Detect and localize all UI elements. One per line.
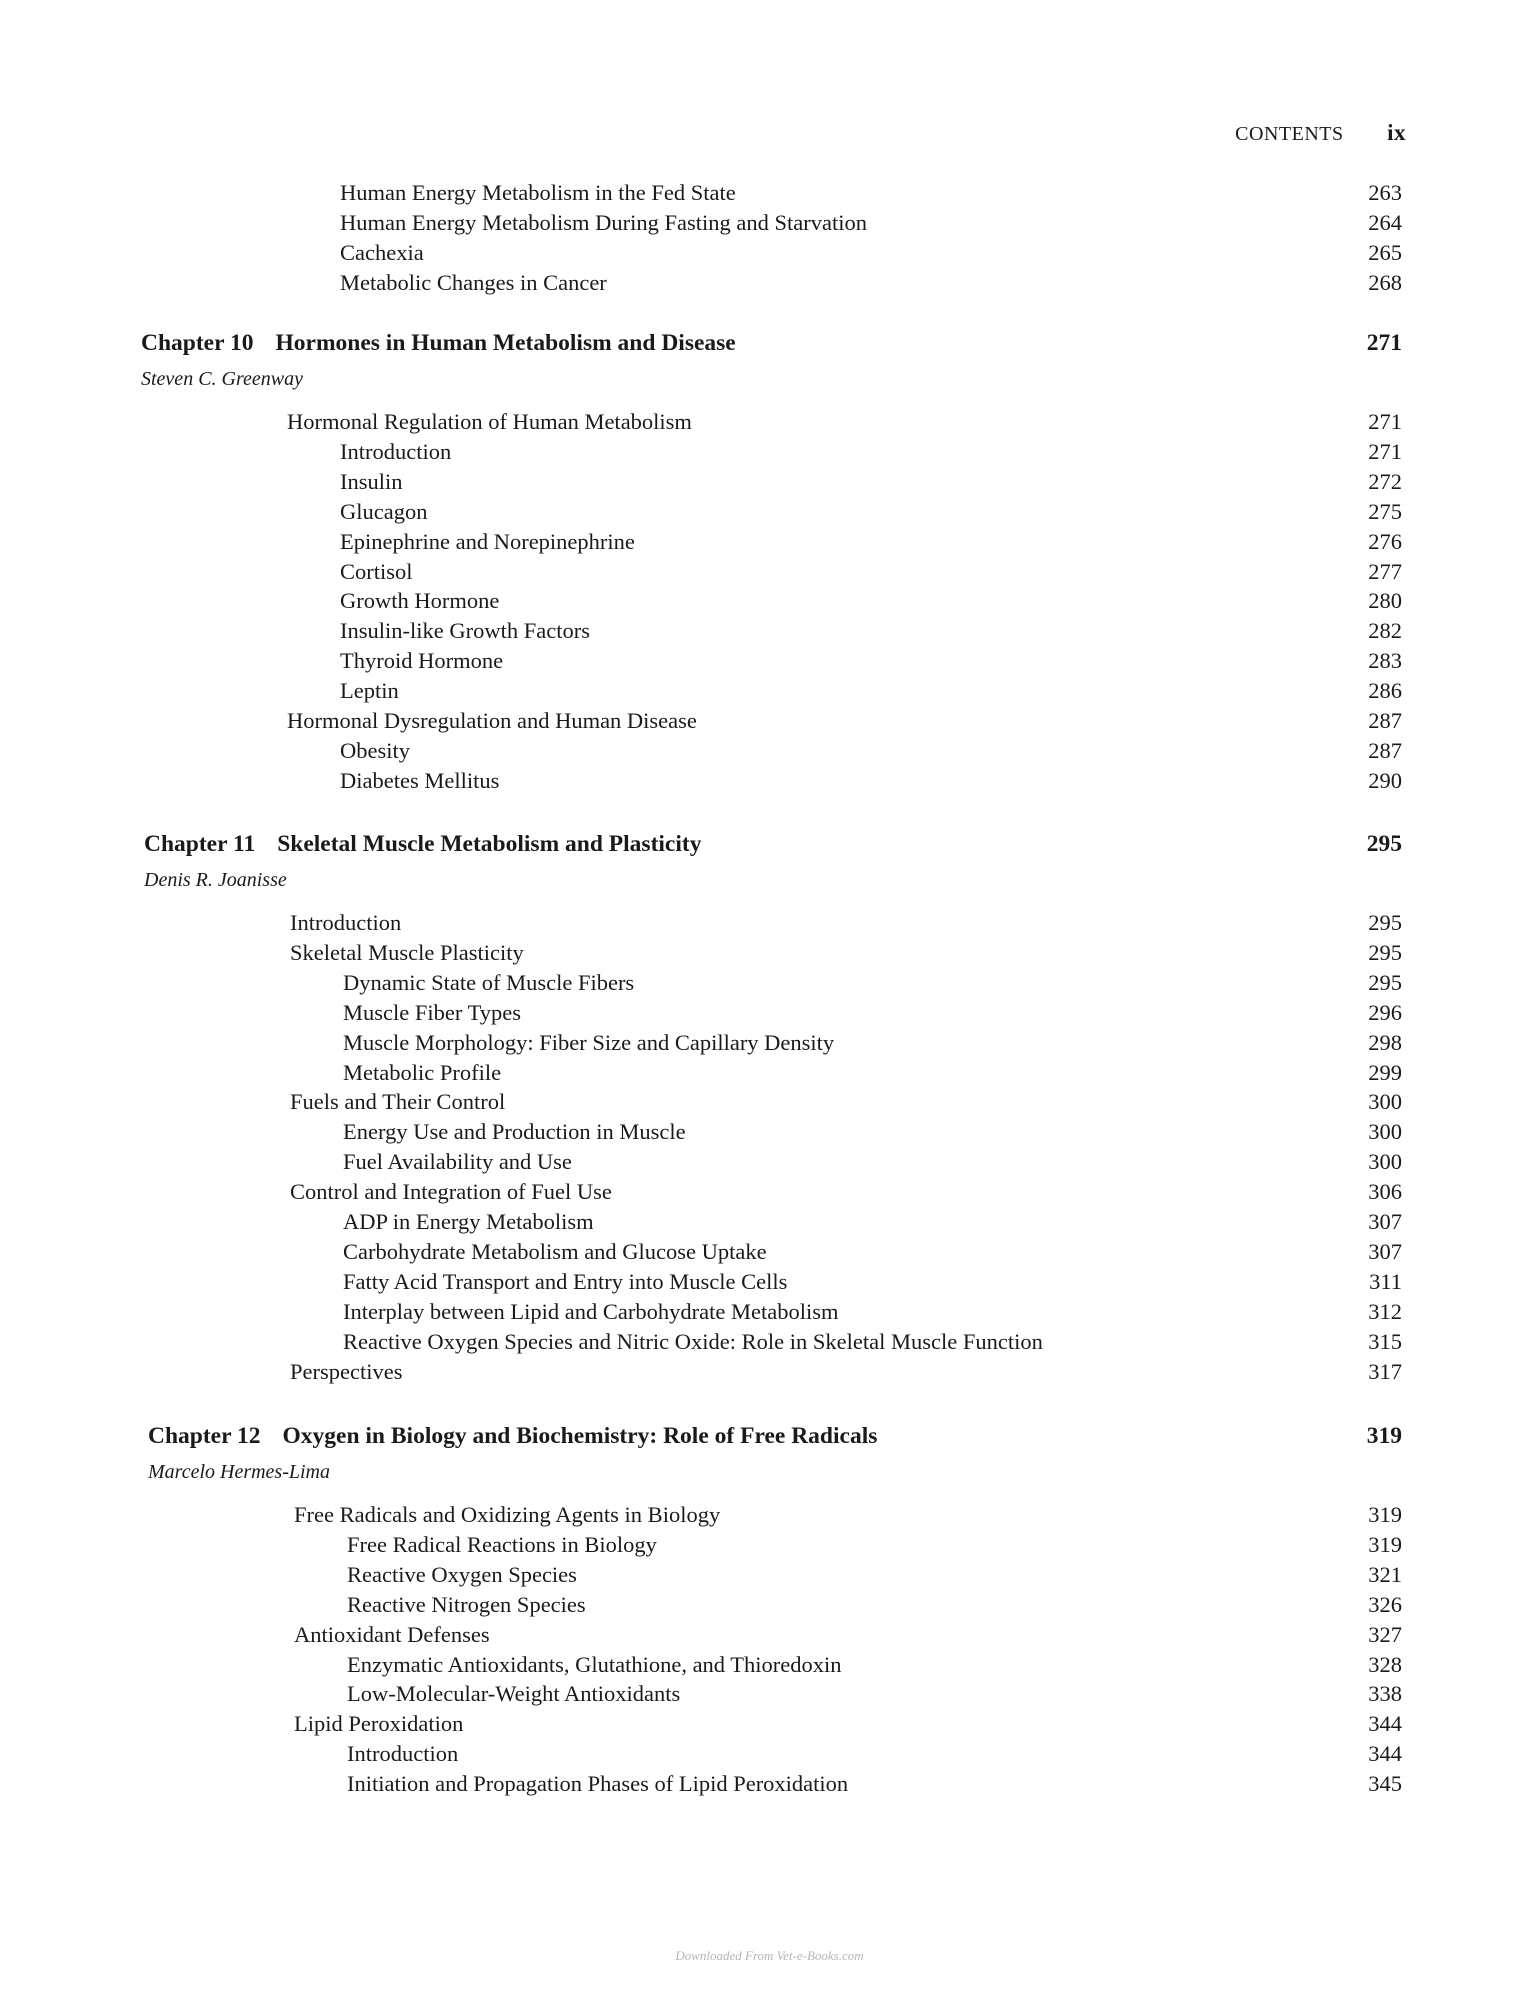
entry-title: Human Energy Metabolism During Fasting and Starvation [340,209,868,235]
chapter-page-number: 271 [1366,330,1402,356]
entry-title: Low-Molecular-Weight Antioxidants [347,1681,681,1707]
entry-page-number: 338 [1368,1681,1402,1707]
entry-title: Fuel Availability and Use [343,1149,572,1175]
toc-entry [340,469,1402,501]
entry-page-number: 321 [1368,1561,1402,1587]
entry-page-number: 319 [1368,1531,1402,1557]
entry-page-number: 277 [1368,558,1402,584]
entry-page-number: 286 [1368,678,1402,704]
toc-entry [347,1562,1402,1594]
chapter-heading [141,330,1402,362]
chapter-page-number: 295 [1366,831,1402,857]
entry-page-number: 287 [1368,708,1402,733]
entry-page-number: 344 [1368,1711,1402,1737]
entry-title: Free Radicals and Oxidizing Agents in Biology [294,1502,721,1527]
entry-title: Dynamic State of Muscle Fibers [343,969,635,995]
chapter-title: Hormones in Human Metabolism and Disease [275,330,736,356]
entry-page-number: 299 [1368,1059,1402,1085]
toc-entry [343,1030,1402,1062]
entry-page-number: 290 [1368,767,1402,793]
entry-page-number: 317 [1368,1358,1402,1384]
toc-entry [343,970,1402,1002]
entry-page-number: 283 [1368,648,1402,674]
entry-page-number: 307 [1368,1238,1402,1264]
toc-entry [343,1239,1402,1271]
entry-page-number: 298 [1368,1029,1402,1055]
toc-entry [340,559,1402,591]
toc-entry [347,1771,1402,1803]
entry-title: Insulin [340,468,403,494]
entry-title: Cachexia [340,239,424,265]
entry-title: Introduction [347,1741,459,1767]
chapter-title-line [144,831,701,858]
toc-entry [340,499,1402,531]
entry-title: Interplay between Lipid and Carbohydrate Metabolism [343,1298,839,1324]
entry-page-number: 265 [1368,239,1402,265]
chapter-author: Denis R. Joanisse [144,869,287,891]
entry-page-number: 263 [1368,180,1402,205]
entry-page-number: 300 [1368,1149,1402,1175]
entry-page-number: 295 [1368,969,1402,995]
entry-page-number: 296 [1368,999,1402,1025]
chapter-number: Chapter 10 [141,330,254,356]
entry-page-number: 264 [1368,209,1402,235]
entry-title: Metabolic Changes in Cancer [340,269,607,295]
entry-title: Epinephrine and Norepinephrine [340,528,635,554]
entry-title: Lipid Peroxidation [294,1711,464,1737]
entry-page-number: 344 [1368,1741,1402,1767]
toc-entry [343,1149,1402,1181]
entry-title: Fatty Acid Transport and Entry into Muscle Cells [343,1268,788,1294]
chapter-heading [148,1423,1402,1455]
entry-page-number: 311 [1369,1268,1402,1294]
entry-page-number: 345 [1368,1771,1402,1797]
entry-title: Control and Integration of Fuel Use [290,1179,612,1205]
toc-entry [340,210,1402,242]
toc-entry [343,1209,1402,1241]
chapter-heading [144,831,1402,863]
entry-page-number: 271 [1368,409,1402,434]
entry-title: Initiation and Propagation Phases of Lipid Peroxidation [347,1771,849,1797]
chapter-author: Marcelo Hermes-Lima [148,1461,331,1483]
entry-title: Growth Hormone [340,588,500,614]
entry-page-number: 306 [1368,1179,1402,1205]
toc-entry [294,1711,1402,1743]
entry-title: Leptin [340,678,399,704]
entry-page-number: 271 [1368,438,1402,464]
entry-title: Enzymatic Antioxidants, Glutathione, and Thioredoxin [347,1651,842,1677]
entry-title: Energy Use and Production in Muscle [343,1119,686,1145]
entry-title: Carbohydrate Metabolism and Glucose Uptake [343,1238,767,1264]
chapter-page-number: 319 [1366,1423,1402,1449]
entry-page-number: 326 [1368,1591,1402,1617]
entry-page-number: 268 [1368,269,1402,295]
toc-entry [287,708,1402,740]
entry-page-number: 300 [1368,1119,1402,1145]
entry-page-number: 307 [1368,1209,1402,1234]
entry-title: Perspectives [290,1358,403,1384]
toc-entry [340,240,1402,272]
chapter-title-line [141,330,736,357]
toc-entry [347,1652,1402,1684]
toc-entry [343,1119,1402,1151]
chapter-number: Chapter 11 [144,831,256,857]
toc-entry [347,1532,1402,1564]
entry-title: Cortisol [340,558,413,584]
chapter-title: Skeletal Muscle Metabolism and Plasticity [277,831,702,857]
entry-title: Muscle Morphology: Fiber Size and Capillary Density [343,1029,835,1055]
running-head-label: CONTENTS [1235,123,1344,145]
toc-entry [340,618,1402,650]
toc-entry [340,180,1402,212]
entry-title: Fuels and Their Control [290,1089,506,1115]
toc-entry [290,1359,1402,1391]
entry-page-number: 327 [1368,1621,1402,1647]
entry-page-number: 315 [1368,1328,1402,1354]
running-head [1235,120,1406,146]
entry-title: Hormonal Dysregulation and Human Disease [287,708,697,733]
chapter-title: Oxygen in Biology and Biochemistry: Role of Free Radicals [282,1423,878,1449]
entry-title: Human Energy Metabolism in the Fed State [340,180,736,205]
entry-title: Free Radical Reactions in Biology [347,1531,657,1557]
toc-entry [343,1269,1402,1301]
entry-page-number: 275 [1368,498,1402,524]
chapter-author: Steven C. Greenway [141,368,303,390]
toc-entry [347,1681,1402,1713]
toc-entry [290,940,1402,972]
toc-entry [340,768,1402,800]
toc-entry [343,1299,1402,1331]
toc-entry [340,648,1402,680]
toc-entry [290,910,1402,942]
entry-title: Reactive Nitrogen Species [347,1591,586,1617]
entry-title: Obesity [340,737,410,763]
toc-entry [294,1622,1402,1654]
entry-page-number: 328 [1368,1651,1402,1677]
toc-entry [340,588,1402,620]
entry-title: Reactive Oxygen Species [347,1561,577,1587]
entry-title: Thyroid Hormone [340,648,504,674]
toc-entry [340,439,1402,471]
chapter-title-line [148,1423,877,1450]
entry-page-number: 272 [1368,468,1402,494]
toc-entry [343,1329,1402,1361]
toc-entry [340,678,1402,710]
toc-entry [287,409,1402,441]
entry-page-number: 282 [1368,618,1402,644]
entry-title: Skeletal Muscle Plasticity [290,939,524,965]
entry-page-number: 312 [1368,1298,1402,1324]
toc-entry [294,1502,1402,1534]
entry-title: Hormonal Regulation of Human Metabolism [287,409,692,434]
entry-title: Diabetes Mellitus [340,767,500,793]
toc-entry [290,1089,1402,1121]
entry-title: Insulin-like Growth Factors [340,618,590,644]
toc-entry [340,270,1402,302]
entry-title: Reactive Oxygen Species and Nitric Oxide: Role in Skeletal Muscle Function [343,1328,1043,1354]
chapter-number: Chapter 12 [148,1423,261,1449]
entry-page-number: 300 [1368,1089,1402,1115]
toc-entry [343,1000,1402,1032]
toc-entry [290,1179,1402,1211]
entry-page-number: 295 [1368,939,1402,965]
entry-title: Antioxidant Defenses [294,1621,490,1647]
toc-entry [343,1060,1402,1092]
entry-title: ADP in Energy Metabolism [343,1209,594,1234]
entry-title: Introduction [290,910,402,935]
entry-page-number: 276 [1368,528,1402,554]
entry-title: Glucagon [340,498,428,524]
entry-title: Introduction [340,438,452,464]
entry-page-number: 295 [1368,910,1402,935]
toc-entry [340,529,1402,561]
watermark-text: Downloaded From Vet-e-Books.com [675,1948,864,1963]
toc-entry [340,738,1402,770]
toc-entry [347,1741,1402,1773]
entry-page-number: 319 [1368,1502,1402,1527]
entry-title: Muscle Fiber Types [343,999,521,1025]
entry-page-number: 280 [1368,588,1402,614]
entry-title: Metabolic Profile [343,1059,502,1085]
toc-entry [347,1592,1402,1624]
page-number: ix [1387,120,1406,145]
entry-page-number: 287 [1368,737,1402,763]
